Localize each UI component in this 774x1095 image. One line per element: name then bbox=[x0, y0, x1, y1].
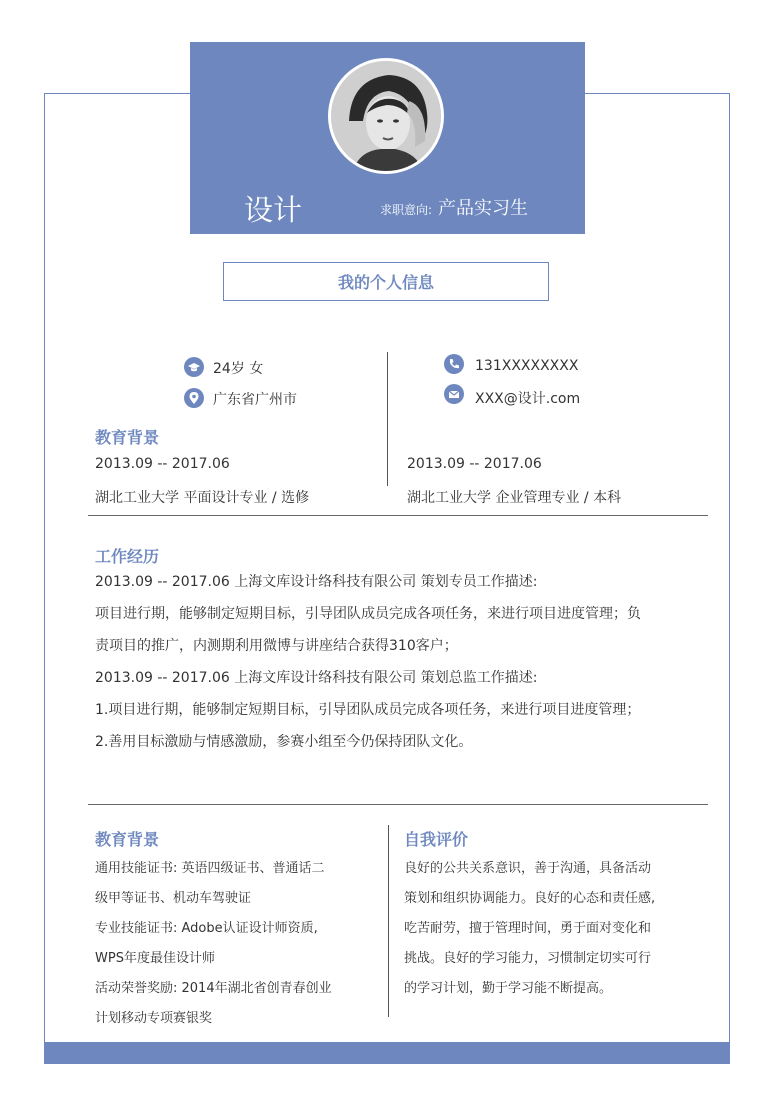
certificate-line: 级甲等证书、机动车驾驶证 bbox=[95, 891, 252, 906]
phone-number: 131XXXXXXXX bbox=[475, 358, 579, 374]
certificate-line: WPS年度最佳设计师 bbox=[95, 951, 215, 966]
work-item-header: 2013.09 -- 2017.06 上海文库设计络科技有限公司 策划专员工作描述: bbox=[95, 574, 538, 590]
certificate-line: 活动荣誉奖励: 2014年湖北省创青春创业 bbox=[95, 981, 332, 996]
graduation-cap-icon bbox=[184, 357, 204, 377]
info-divider bbox=[387, 352, 388, 486]
education-divider bbox=[88, 515, 708, 516]
work-heading: 工作经历 bbox=[95, 547, 160, 566]
work-item-line: 责项目的推广，内测期利用微博与讲座结合获得310客户； bbox=[95, 638, 458, 654]
certificate-line: 通用技能证书: 英语四级证书、普通话二 bbox=[95, 861, 325, 876]
work-divider bbox=[88, 804, 708, 805]
job-intent-value: 产品实习生 bbox=[438, 198, 529, 219]
job-intent-label: 求职意向: bbox=[380, 203, 433, 217]
education-left-detail: 湖北工业大学 平面设计专业 / 选修 bbox=[95, 490, 310, 506]
certificate-line: 专业技能证书: Adobe认证设计师资质, bbox=[95, 921, 318, 936]
work-item-line: 项目进行期，能够制定短期目标，引导团队成员完成各项任务，来进行项目进度管理；负 bbox=[95, 606, 641, 622]
location-pin-icon bbox=[184, 388, 204, 408]
location: 广东省广州市 bbox=[213, 392, 297, 408]
self-eval-line: 挑战。良好的学习能力，习惯制定切实可行 bbox=[404, 951, 652, 966]
education-heading: 教育背景 bbox=[95, 428, 160, 447]
work-item-line: 2.善用目标激励与情感激励，参赛小组至今仍保持团队文化。 bbox=[95, 734, 473, 750]
work-item-header: 2013.09 -- 2017.06 上海文库设计络科技有限公司 策划总监工作描述: bbox=[95, 670, 538, 686]
self-eval-line: 的学习计划，勤于学习能不断提高。 bbox=[404, 981, 613, 996]
mail-icon bbox=[444, 384, 464, 404]
self-eval-line: 良好的公共关系意识，善于沟通，具备活动 bbox=[404, 861, 652, 876]
footer-bar bbox=[44, 1042, 730, 1064]
section-title-box: 我的个人信息 bbox=[223, 262, 549, 301]
certificate-line: 计划移动专项赛银奖 bbox=[95, 1011, 213, 1026]
education-left-period: 2013.09 -- 2017.06 bbox=[95, 456, 230, 472]
age-gender: 24岁 女 bbox=[213, 361, 264, 377]
self-eval-text bbox=[404, 854, 694, 1004]
phone-icon bbox=[444, 354, 464, 374]
email-address: XXX@设计.com bbox=[475, 391, 581, 407]
candidate-name: 设计 bbox=[244, 193, 303, 227]
certificates-heading: 教育背景 bbox=[95, 830, 160, 849]
avatar bbox=[328, 58, 444, 174]
self-eval-line: 吃苦耐劳，擅于管理时间，勇于面对变化和 bbox=[404, 921, 652, 936]
self-eval-line: 策划和组织协调能力。良好的心态和责任感, bbox=[404, 891, 656, 906]
work-item-line: 1.项目进行期，能够制定短期目标，引导团队成员完成各项任务，来进行项目进度管理； bbox=[95, 702, 641, 718]
education-right-period: 2013.09 -- 2017.06 bbox=[407, 456, 542, 472]
certificates-list bbox=[95, 854, 380, 1034]
header-banner bbox=[190, 42, 585, 234]
education-right-detail: 湖北工业大学 企业管理专业 / 本科 bbox=[407, 490, 622, 506]
self-eval-heading: 自我评价 bbox=[404, 830, 469, 849]
work-list bbox=[95, 566, 695, 758]
bottom-divider bbox=[388, 825, 389, 1017]
job-intent bbox=[380, 194, 528, 220]
